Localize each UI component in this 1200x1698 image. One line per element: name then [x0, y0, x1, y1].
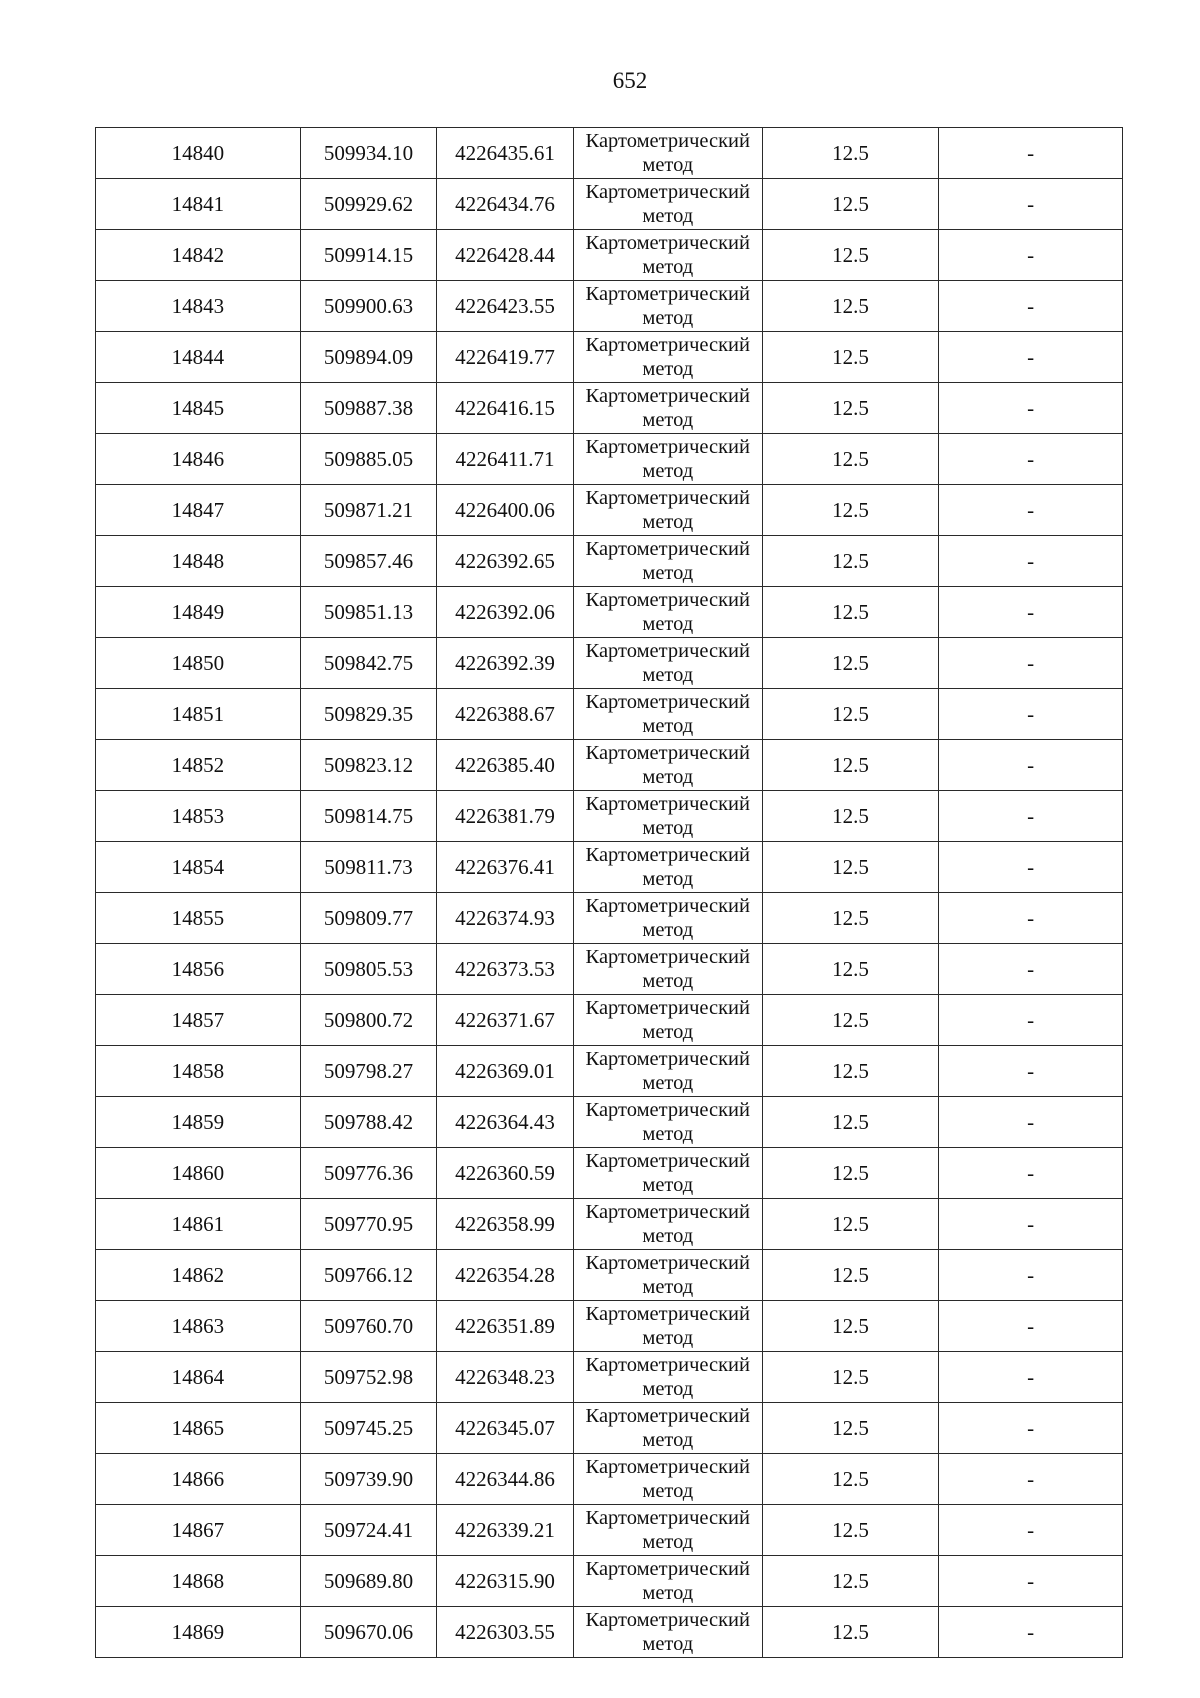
method-line-1: Картометрический — [585, 589, 750, 611]
x-coordinate-cell: 509929.62 — [300, 179, 437, 230]
point-number-cell: 14850 — [96, 638, 301, 689]
table-row — [96, 1097, 1123, 1148]
y-coordinate-cell: 4226428.44 — [437, 230, 574, 281]
accuracy-cell: 12.5 — [762, 1607, 938, 1658]
x-coordinate-cell: 509689.80 — [300, 1556, 437, 1607]
y-coordinate-cell: 4226381.79 — [437, 791, 574, 842]
point-number-cell: 14862 — [96, 1250, 301, 1301]
method-line-2: метод — [642, 1378, 694, 1400]
method-cell — [573, 1505, 762, 1556]
y-coordinate-cell: 4226354.28 — [437, 1250, 574, 1301]
method-line-1: Картометрический — [585, 1048, 750, 1070]
accuracy-cell: 12.5 — [762, 1148, 938, 1199]
accuracy-cell: 12.5 — [762, 893, 938, 944]
y-coordinate-cell: 4226385.40 — [437, 740, 574, 791]
note-cell: - — [939, 230, 1123, 281]
table-row — [96, 842, 1123, 893]
method-cell — [573, 1148, 762, 1199]
method-line-2: метод — [642, 919, 694, 941]
table-row — [96, 1505, 1123, 1556]
method-line-1: Картометрический — [585, 742, 750, 764]
accuracy-cell: 12.5 — [762, 587, 938, 638]
method-line-1: Картометрический — [585, 1303, 750, 1325]
method-line-1: Картометрический — [585, 436, 750, 458]
x-coordinate-cell: 509800.72 — [300, 995, 437, 1046]
note-cell: - — [939, 485, 1123, 536]
accuracy-cell: 12.5 — [762, 1046, 938, 1097]
x-coordinate-cell: 509811.73 — [300, 842, 437, 893]
method-cell — [573, 740, 762, 791]
method-line-1: Картометрический — [585, 1609, 750, 1631]
method-line-1: Картометрический — [585, 130, 750, 152]
method-line-1: Картометрический — [585, 997, 750, 1019]
method-line-1: Картометрический — [585, 1405, 750, 1427]
accuracy-cell: 12.5 — [762, 485, 938, 536]
method-cell — [573, 434, 762, 485]
table-row — [96, 638, 1123, 689]
accuracy-cell: 12.5 — [762, 638, 938, 689]
method-cell — [573, 1199, 762, 1250]
accuracy-cell: 12.5 — [762, 1454, 938, 1505]
y-coordinate-cell: 4226419.77 — [437, 332, 574, 383]
x-coordinate-cell: 509829.35 — [300, 689, 437, 740]
point-number-cell: 14846 — [96, 434, 301, 485]
y-coordinate-cell: 4226315.90 — [437, 1556, 574, 1607]
method-line-2: метод — [642, 1123, 694, 1145]
table-row — [96, 332, 1123, 383]
point-number-cell: 14854 — [96, 842, 301, 893]
note-cell: - — [939, 332, 1123, 383]
note-cell: - — [939, 1556, 1123, 1607]
y-coordinate-cell: 4226364.43 — [437, 1097, 574, 1148]
x-coordinate-cell: 509842.75 — [300, 638, 437, 689]
method-line-2: метод — [642, 562, 694, 584]
method-line-1: Картометрический — [585, 487, 750, 509]
table-row — [96, 1148, 1123, 1199]
method-line-1: Картометрический — [585, 691, 750, 713]
y-coordinate-cell: 4226376.41 — [437, 842, 574, 893]
accuracy-cell: 12.5 — [762, 995, 938, 1046]
method-line-2: метод — [642, 817, 694, 839]
method-line-2: метод — [642, 154, 694, 176]
note-cell: - — [939, 1505, 1123, 1556]
y-coordinate-cell: 4226435.61 — [437, 128, 574, 179]
accuracy-cell: 12.5 — [762, 281, 938, 332]
method-cell — [573, 842, 762, 893]
y-coordinate-cell: 4226303.55 — [437, 1607, 574, 1658]
note-cell: - — [939, 1301, 1123, 1352]
method-line-1: Картометрический — [585, 385, 750, 407]
accuracy-cell: 12.5 — [762, 1199, 938, 1250]
point-number-cell: 14849 — [96, 587, 301, 638]
x-coordinate-cell: 509823.12 — [300, 740, 437, 791]
table-row — [96, 383, 1123, 434]
method-line-1: Картометрический — [585, 1456, 750, 1478]
note-cell: - — [939, 1250, 1123, 1301]
accuracy-cell: 12.5 — [762, 179, 938, 230]
method-cell — [573, 638, 762, 689]
table-row — [96, 179, 1123, 230]
method-line-2: метод — [642, 1480, 694, 1502]
y-coordinate-cell: 4226392.65 — [437, 536, 574, 587]
method-cell — [573, 944, 762, 995]
method-cell — [573, 128, 762, 179]
y-coordinate-cell: 4226358.99 — [437, 1199, 574, 1250]
accuracy-cell: 12.5 — [762, 434, 938, 485]
accuracy-cell: 12.5 — [762, 1505, 938, 1556]
table-row — [96, 1301, 1123, 1352]
method-line-1: Картометрический — [585, 1507, 750, 1529]
note-cell: - — [939, 638, 1123, 689]
note-cell: - — [939, 1454, 1123, 1505]
y-coordinate-cell: 4226388.67 — [437, 689, 574, 740]
table-row — [96, 1199, 1123, 1250]
point-number-cell: 14866 — [96, 1454, 301, 1505]
method-line-2: метод — [642, 1072, 694, 1094]
y-coordinate-cell: 4226416.15 — [437, 383, 574, 434]
point-number-cell: 14859 — [96, 1097, 301, 1148]
method-line-2: метод — [642, 460, 694, 482]
table-row — [96, 434, 1123, 485]
method-cell — [573, 230, 762, 281]
y-coordinate-cell: 4226392.06 — [437, 587, 574, 638]
method-line-1: Картометрический — [585, 181, 750, 203]
note-cell: - — [939, 1097, 1123, 1148]
point-number-cell: 14867 — [96, 1505, 301, 1556]
note-cell: - — [939, 1403, 1123, 1454]
point-number-cell: 14865 — [96, 1403, 301, 1454]
method-cell — [573, 1352, 762, 1403]
point-number-cell: 14856 — [96, 944, 301, 995]
accuracy-cell: 12.5 — [762, 1301, 938, 1352]
y-coordinate-cell: 4226411.71 — [437, 434, 574, 485]
accuracy-cell: 12.5 — [762, 842, 938, 893]
note-cell: - — [939, 842, 1123, 893]
accuracy-cell: 12.5 — [762, 1250, 938, 1301]
x-coordinate-cell: 509770.95 — [300, 1199, 437, 1250]
x-coordinate-cell: 509760.70 — [300, 1301, 437, 1352]
point-number-cell: 14868 — [96, 1556, 301, 1607]
method-cell — [573, 1250, 762, 1301]
method-cell — [573, 995, 762, 1046]
accuracy-cell: 12.5 — [762, 230, 938, 281]
y-coordinate-cell: 4226423.55 — [437, 281, 574, 332]
method-cell — [573, 179, 762, 230]
x-coordinate-cell: 509724.41 — [300, 1505, 437, 1556]
page-number: 652 — [612, 68, 648, 93]
x-coordinate-cell: 509809.77 — [300, 893, 437, 944]
method-line-2: метод — [642, 1225, 694, 1247]
accuracy-cell: 12.5 — [762, 689, 938, 740]
method-line-2: метод — [642, 1582, 694, 1604]
x-coordinate-cell: 509776.36 — [300, 1148, 437, 1199]
note-cell: - — [939, 689, 1123, 740]
method-line-2: метод — [642, 256, 694, 278]
table-row — [96, 230, 1123, 281]
note-cell: - — [939, 1148, 1123, 1199]
method-cell — [573, 281, 762, 332]
point-number-cell: 14853 — [96, 791, 301, 842]
point-number-cell: 14842 — [96, 230, 301, 281]
method-cell — [573, 1097, 762, 1148]
method-cell — [573, 893, 762, 944]
y-coordinate-cell: 4226345.07 — [437, 1403, 574, 1454]
point-number-cell: 14860 — [96, 1148, 301, 1199]
point-number-cell: 14863 — [96, 1301, 301, 1352]
table-row — [96, 1046, 1123, 1097]
table-body — [96, 128, 1123, 1658]
y-coordinate-cell: 4226339.21 — [437, 1505, 574, 1556]
method-cell — [573, 485, 762, 536]
method-cell — [573, 587, 762, 638]
accuracy-cell: 12.5 — [762, 128, 938, 179]
method-cell — [573, 1556, 762, 1607]
note-cell: - — [939, 1607, 1123, 1658]
accuracy-cell: 12.5 — [762, 332, 938, 383]
method-line-2: метод — [642, 715, 694, 737]
y-coordinate-cell: 4226434.76 — [437, 179, 574, 230]
accuracy-cell: 12.5 — [762, 1556, 938, 1607]
accuracy-cell: 12.5 — [762, 383, 938, 434]
note-cell: - — [939, 893, 1123, 944]
y-coordinate-cell: 4226360.59 — [437, 1148, 574, 1199]
accuracy-cell: 12.5 — [762, 791, 938, 842]
accuracy-cell: 12.5 — [762, 1352, 938, 1403]
method-line-1: Картометрический — [585, 1099, 750, 1121]
table-row — [96, 995, 1123, 1046]
point-number-cell: 14843 — [96, 281, 301, 332]
point-number-cell: 14852 — [96, 740, 301, 791]
note-cell: - — [939, 995, 1123, 1046]
method-line-2: метод — [642, 1429, 694, 1451]
method-cell — [573, 383, 762, 434]
method-line-1: Картометрический — [585, 1201, 750, 1223]
method-line-1: Картометрический — [585, 1252, 750, 1274]
y-coordinate-cell: 4226371.67 — [437, 995, 574, 1046]
accuracy-cell: 12.5 — [762, 536, 938, 587]
method-line-2: метод — [642, 307, 694, 329]
table-row — [96, 485, 1123, 536]
y-coordinate-cell: 4226351.89 — [437, 1301, 574, 1352]
method-line-1: Картометрический — [585, 1354, 750, 1376]
method-line-2: метод — [642, 1633, 694, 1655]
point-number-cell: 14864 — [96, 1352, 301, 1403]
x-coordinate-cell: 509766.12 — [300, 1250, 437, 1301]
table-row — [96, 1352, 1123, 1403]
point-number-cell: 14840 — [96, 128, 301, 179]
note-cell: - — [939, 383, 1123, 434]
table-row — [96, 791, 1123, 842]
method-line-2: метод — [642, 1174, 694, 1196]
note-cell: - — [939, 281, 1123, 332]
x-coordinate-cell: 509894.09 — [300, 332, 437, 383]
x-coordinate-cell: 509798.27 — [300, 1046, 437, 1097]
x-coordinate-cell: 509745.25 — [300, 1403, 437, 1454]
method-line-2: метод — [642, 205, 694, 227]
note-cell: - — [939, 944, 1123, 995]
accuracy-cell: 12.5 — [762, 1403, 938, 1454]
note-cell: - — [939, 740, 1123, 791]
method-line-2: метод — [642, 1276, 694, 1298]
method-cell — [573, 791, 762, 842]
method-cell — [573, 1607, 762, 1658]
table-row — [96, 587, 1123, 638]
x-coordinate-cell: 509739.90 — [300, 1454, 437, 1505]
table-row — [96, 281, 1123, 332]
table-row — [96, 893, 1123, 944]
x-coordinate-cell: 509887.38 — [300, 383, 437, 434]
method-line-2: метод — [642, 766, 694, 788]
accuracy-cell: 12.5 — [762, 1097, 938, 1148]
point-number-cell: 14844 — [96, 332, 301, 383]
method-line-2: метод — [642, 868, 694, 890]
table-row — [96, 740, 1123, 791]
y-coordinate-cell: 4226369.01 — [437, 1046, 574, 1097]
table-row — [96, 1556, 1123, 1607]
x-coordinate-cell: 509788.42 — [300, 1097, 437, 1148]
method-line-2: метод — [642, 1531, 694, 1553]
method-line-2: метод — [642, 358, 694, 380]
table-row — [96, 1607, 1123, 1658]
note-cell: - — [939, 1046, 1123, 1097]
accuracy-cell: 12.5 — [762, 944, 938, 995]
x-coordinate-cell: 509871.21 — [300, 485, 437, 536]
method-line-2: метод — [642, 409, 694, 431]
table-row — [96, 1250, 1123, 1301]
note-cell: - — [939, 434, 1123, 485]
method-cell — [573, 1046, 762, 1097]
y-coordinate-cell: 4226348.23 — [437, 1352, 574, 1403]
table-row — [96, 128, 1123, 179]
x-coordinate-cell: 509885.05 — [300, 434, 437, 485]
point-number-cell: 14861 — [96, 1199, 301, 1250]
method-line-1: Картометрический — [585, 538, 750, 560]
method-cell — [573, 332, 762, 383]
note-cell: - — [939, 128, 1123, 179]
note-cell: - — [939, 1199, 1123, 1250]
x-coordinate-cell: 509900.63 — [300, 281, 437, 332]
x-coordinate-cell: 509857.46 — [300, 536, 437, 587]
table-row — [96, 944, 1123, 995]
point-number-cell: 14857 — [96, 995, 301, 1046]
accuracy-cell: 12.5 — [762, 740, 938, 791]
method-line-2: метод — [642, 613, 694, 635]
method-line-1: Картометрический — [585, 844, 750, 866]
point-number-cell: 14845 — [96, 383, 301, 434]
method-cell — [573, 689, 762, 740]
point-number-cell: 14869 — [96, 1607, 301, 1658]
method-cell — [573, 536, 762, 587]
note-cell: - — [939, 791, 1123, 842]
method-line-1: Картометрический — [585, 283, 750, 305]
x-coordinate-cell: 509670.06 — [300, 1607, 437, 1658]
note-cell: - — [939, 1352, 1123, 1403]
method-cell — [573, 1301, 762, 1352]
method-cell — [573, 1454, 762, 1505]
y-coordinate-cell: 4226374.93 — [437, 893, 574, 944]
x-coordinate-cell: 509934.10 — [300, 128, 437, 179]
method-line-1: Картометрический — [585, 946, 750, 968]
y-coordinate-cell: 4226392.39 — [437, 638, 574, 689]
method-line-2: метод — [642, 1327, 694, 1349]
x-coordinate-cell: 509752.98 — [300, 1352, 437, 1403]
x-coordinate-cell: 509914.15 — [300, 230, 437, 281]
method-line-2: метод — [642, 511, 694, 533]
note-cell: - — [939, 536, 1123, 587]
table-row — [96, 536, 1123, 587]
x-coordinate-cell: 509814.75 — [300, 791, 437, 842]
table-row — [96, 689, 1123, 740]
x-coordinate-cell: 509851.13 — [300, 587, 437, 638]
y-coordinate-cell: 4226400.06 — [437, 485, 574, 536]
method-line-2: метод — [642, 664, 694, 686]
method-line-1: Картометрический — [585, 895, 750, 917]
point-number-cell: 14855 — [96, 893, 301, 944]
point-number-cell: 14858 — [96, 1046, 301, 1097]
point-number-cell: 14848 — [96, 536, 301, 587]
table-row — [96, 1403, 1123, 1454]
point-number-cell: 14847 — [96, 485, 301, 536]
method-line-1: Картометрический — [585, 1558, 750, 1580]
note-cell: - — [939, 587, 1123, 638]
method-line-1: Картометрический — [585, 793, 750, 815]
method-line-2: метод — [642, 970, 694, 992]
method-line-1: Картометрический — [585, 1150, 750, 1172]
x-coordinate-cell: 509805.53 — [300, 944, 437, 995]
method-cell — [573, 1403, 762, 1454]
method-line-1: Картометрический — [585, 334, 750, 356]
point-number-cell: 14851 — [96, 689, 301, 740]
coordinates-table — [95, 127, 1123, 1658]
method-line-1: Картометрический — [585, 232, 750, 254]
method-line-2: метод — [642, 1021, 694, 1043]
point-number-cell: 14841 — [96, 179, 301, 230]
y-coordinate-cell: 4226373.53 — [437, 944, 574, 995]
method-line-1: Картометрический — [585, 640, 750, 662]
note-cell: - — [939, 179, 1123, 230]
table-row — [96, 1454, 1123, 1505]
y-coordinate-cell: 4226344.86 — [437, 1454, 574, 1505]
